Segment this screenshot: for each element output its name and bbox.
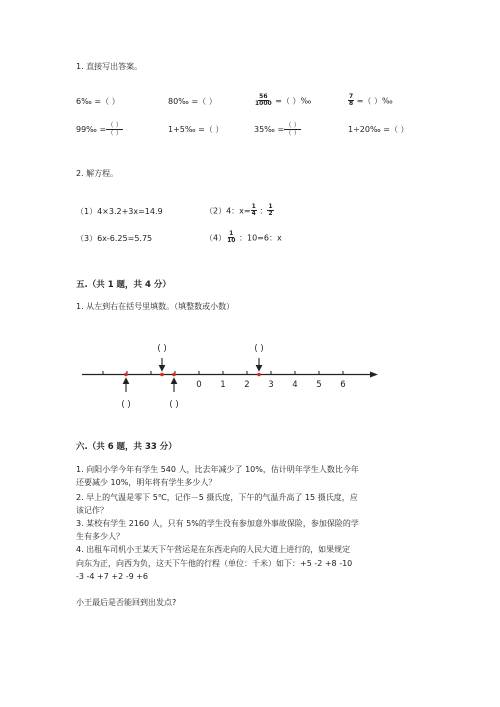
answer-blank-3: ( ) (121, 400, 131, 410)
denominator: 8 (349, 100, 354, 108)
denominator: 2 (268, 210, 273, 218)
tick-label: 5 (316, 380, 322, 390)
expression-rest: ：10=6：x (236, 233, 282, 243)
arrowhead (124, 379, 129, 384)
answer-blank-2: ( ) (254, 344, 264, 354)
expression-rest: =（ ）‰ (272, 96, 312, 106)
axis-arrowhead (370, 372, 378, 378)
equation-3: （3）6x-6.25=5.75 (76, 234, 153, 243)
section-5-title: 五.（共 1 题，共 4 分） (76, 280, 171, 290)
expression-lhs: 99‰ = (76, 125, 107, 135)
numerator: （ ） (285, 121, 301, 129)
equation-1: （1）4×3.2+3x=14.9 (76, 207, 163, 216)
tick-label: 6 (340, 380, 346, 390)
numerator: 1 (268, 203, 273, 210)
arrowhead (257, 366, 262, 371)
numerator: 7 (349, 93, 354, 100)
point-marker (124, 373, 128, 377)
q1-item-f: 1+5‰ =（ ） (168, 125, 224, 134)
tick-label: 2 (244, 380, 250, 390)
answer-blank-1: ( ) (157, 344, 167, 354)
numerator: 56 (259, 93, 268, 100)
point-marker (172, 373, 176, 377)
q6-4-line3: -3 -4 +7 +2 -9 +6 (76, 572, 149, 581)
denominator: 1000 (255, 100, 272, 108)
expression-lhs: 35‰ = (254, 125, 285, 135)
denominator: （ ） (285, 129, 301, 138)
q6-1-line2: 还要减少 10%，明年将有学生多少人？ (76, 478, 217, 487)
arrowhead (172, 379, 177, 384)
q2-title: 2. 解方程。 (76, 169, 119, 178)
q1-item-h: 1÷20‰ =（ ） (348, 125, 409, 134)
tick-label: 1 (220, 380, 226, 390)
section-6-title: 六.（共 6 题，共 33 分） (76, 442, 177, 452)
answer-blank-4: ( ) (169, 400, 179, 410)
q6-1-line1: 1. 向阳小学今年有学生 540 人，比去年减少了 10%，估计明年学生人数比今年 (76, 465, 359, 474)
q6-3-line2: 生有多少人？ (76, 532, 124, 541)
numerator: 1 (229, 230, 234, 237)
q6-4-question: 小王最后是否能回到出发点? (76, 598, 177, 607)
q6-2-line2: 该记作？ (76, 506, 108, 515)
q6-4-line1: 4. 出租车司机小王某天下午营运是在东西走向的人民大道上进行的，如果规定 (76, 545, 351, 554)
ratio-sign: ： (256, 206, 268, 216)
numerator: （ ） (107, 121, 123, 129)
tick-label: 4 (292, 380, 298, 390)
expression-rest: =（ ）‰ (354, 96, 393, 106)
q1-item-a: 6‰ =（ ） (76, 97, 120, 106)
expression-lhs: （2）4：x= (205, 206, 251, 216)
q6-3-line1: 3. 某校有学生 2160 人，只有 5%的学生没有参加意外事故保险，参加保险的学 (76, 519, 359, 528)
q6-2-line1: 2. 早上的气温是零下 5℃，记作－5 摄氏度，下午的气温升高了 15 摄氏度，应 (76, 493, 358, 502)
denominator: 4 (251, 210, 256, 218)
denominator: （ ） (107, 129, 123, 138)
q6-4-line2: 向东为正，向西为负，这天下午他的行程（单位：千米）如下：+5 -2 +8 -10 (76, 559, 353, 568)
point-marker (257, 373, 261, 377)
section-5-question: 1. 从左到右在括号里填数。（填整数或小数） (76, 302, 235, 311)
expression-lhs: （4） (205, 233, 227, 243)
q1-item-b: 80‰ =（ ） (168, 97, 217, 106)
tick-label: 3 (268, 380, 274, 390)
denominator: 10 (227, 237, 236, 245)
arrowhead (160, 366, 165, 371)
tick-label: 0 (196, 380, 202, 390)
point-marker (160, 373, 164, 377)
q1-title: 1. 直接写出答案。 (76, 62, 143, 71)
numerator: 1 (251, 203, 256, 210)
